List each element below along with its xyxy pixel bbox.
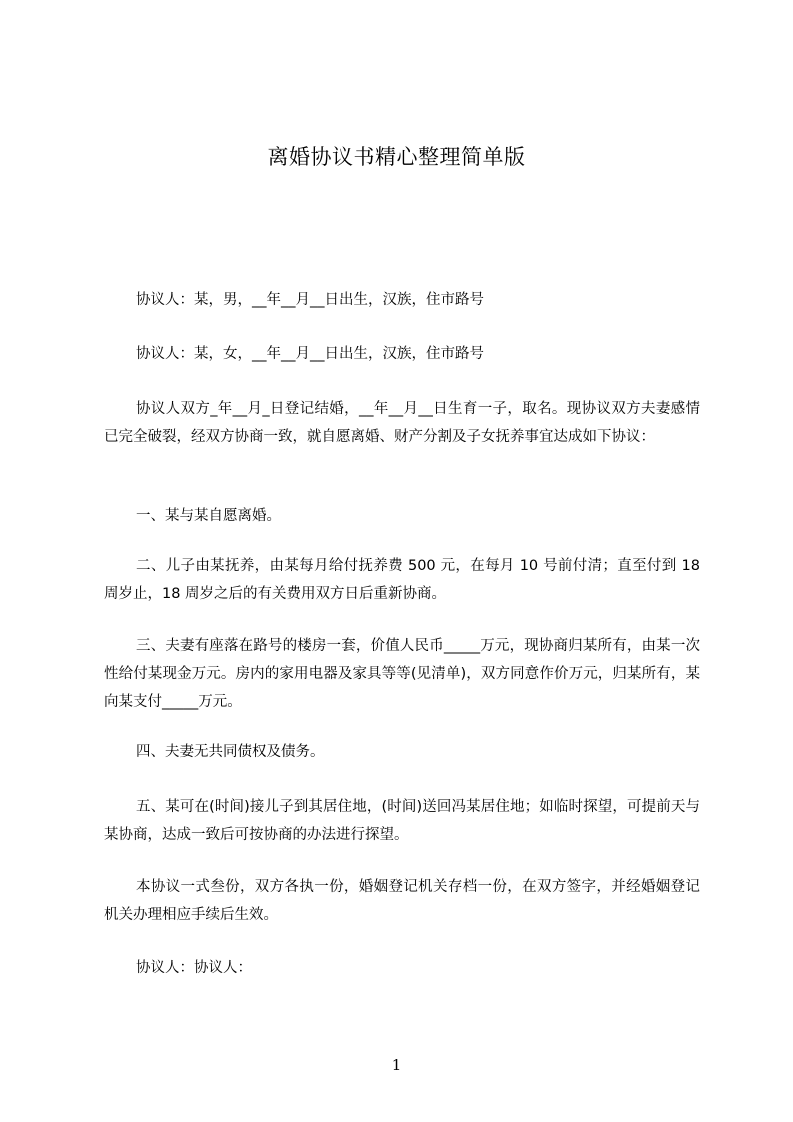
document-title: 离婚协议书精心整理简单版	[267, 145, 526, 169]
clause-one: 一、某与某自愿离婚。	[136, 508, 281, 524]
effectiveness-clause: 本协议一式叁份，双方各执一份，婚姻登记机关存档一份，在双方签字，并经婚姻登记机关办理相应手续后生效。	[104, 879, 700, 923]
clause-three: 三、夫妻有座落在路号的楼房一套，价值人民币_____万元，现协商归某所有，由某一次性给付某现金万元。房内的家用电器及家具等等(见清单)，双方同意作价万元，归某所有，某向某支付_____万元。	[104, 638, 700, 710]
preamble-paragraph: 协议人双方_年__月_日登记结婚，__年__月__日生育一子，取名。现协议双方夫妻感情已完全破裂，经双方协商一致，就自愿离婚、财产分割及子女抚养事宜达成如下协议：	[104, 401, 700, 445]
party-one-line: 协议人：某，男，__年__月__日出生，汉族，住市路号	[136, 292, 484, 308]
party-two-line: 协议人：某，女，__年__月__日出生，汉族，住市路号	[136, 346, 484, 362]
clause-two: 二、儿子由某抚养，由某每月给付抚养费 500 元，在每月 10 号前付清；直至付到 18 周岁止，18 周岁之后的有关费用双方日后重新协商。	[104, 558, 700, 602]
signature-line: 协议人：协议人：	[136, 960, 252, 976]
clause-five: 五、某可在(时间)接儿子到其居住地，(时间)送回冯某居住地；如临时探望，可提前天与某协商，达成一致后可按协商的办法进行探望。	[104, 799, 700, 843]
page-number: 1	[391, 1056, 402, 1074]
clause-four: 四、夫妻无共同债权及债务。	[136, 744, 325, 760]
